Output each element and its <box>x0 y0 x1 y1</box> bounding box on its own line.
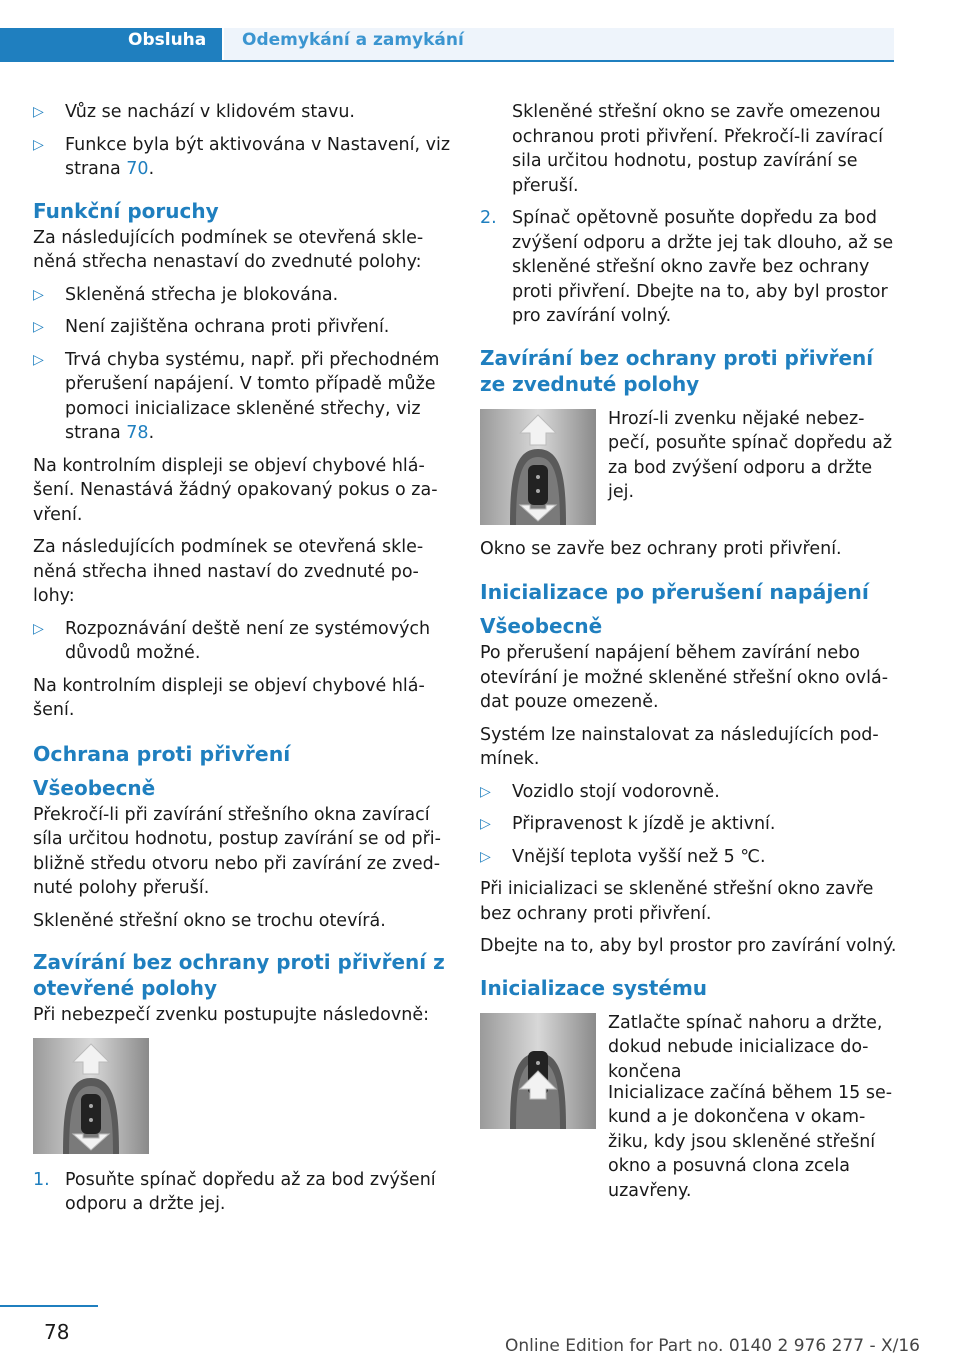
paragraph: Na kontrolním displeji se objeví chybové hlá‐šení. Nenastává žádný opakovaný pokus o za‐vření. <box>33 455 438 525</box>
step-number: 2. <box>480 208 497 228</box>
list-item: ▷ Připravenost k jízdě je aktivní. <box>480 812 898 837</box>
left-column <box>33 100 453 1225</box>
switch-forward-illustration <box>480 409 596 525</box>
step-number: 1. <box>33 1169 50 1190</box>
page-link[interactable]: 78 <box>126 423 149 443</box>
heading-close-from-raised: Zavírání bez ochrany proti přivření ze zvednuté polohy <box>480 345 874 396</box>
switch-up-illustration <box>480 1013 596 1129</box>
page-number: 78 <box>44 1320 70 1344</box>
triangle-bullet-icon: ▷ <box>33 136 44 153</box>
heading-close-from-open: Zavírání bez ochrany proti přivření z otevřené polohy <box>33 950 445 1000</box>
list-item: ▷ Rozpoznávání deště není ze systémových důvodů možné. <box>33 618 431 663</box>
paragraph: Za následujících podmínek se otevřená skle‐něná střecha ihned nastaví do zvednuté po‐lohy: <box>33 537 424 606</box>
list-item: ▷ Funkce byla být aktivována v Nastavení, viz strana 70. <box>33 134 451 179</box>
header-rule <box>0 60 894 62</box>
chapter-title: Odemykání a zamykání <box>242 30 464 50</box>
paragraph: Po přerušení napájení během zavírání nebo otevírání je možné skleněné střešní okno ovlá‐dat pouze omezeně. <box>480 643 889 712</box>
triangle-bullet-icon: ▷ <box>33 286 44 303</box>
raised-close-block <box>480 409 898 525</box>
triangle-bullet-icon: ▷ <box>33 104 44 120</box>
heading-init-after-power: Inicializace po přerušení napájení <box>480 580 869 604</box>
list-item: ▷ Skleněná střecha je blokována. <box>33 283 453 308</box>
heading-general: Všeobecně <box>480 614 603 638</box>
paragraph: Hrozí-li zvenku nějaké nebez‐pečí, posuňte spínač dopředu až za bod zvýšení odporu a držte jej. <box>608 408 893 502</box>
triangle-bullet-icon: ▷ <box>480 816 491 832</box>
heading-general: Všeobecně <box>33 775 156 800</box>
paragraph: Systém lze nainstalovat za následujících pod‐mínek. <box>480 724 879 769</box>
triangle-bullet-icon: ▷ <box>480 783 491 800</box>
triangle-bullet-icon: ▷ <box>33 620 44 637</box>
list-item: ▷ Trvá chyba systému, např. při přechodném přerušení napájení. V tomto případě může pomoci inicializace skleněné střechy, viz strana 78. <box>33 349 440 443</box>
paragraph: Zatlačte spínač nahoru a držte, dokud nebude inicializace do‐končena <box>608 1012 883 1082</box>
numbered-step: 1. Posuňte spínač dopředu až za bod zvýšení odporu a držte jej. <box>33 1169 436 1214</box>
edition-text: Online Edition for Part no. 0140 2 976 277 - X/16 <box>504 1336 920 1356</box>
paragraph: Při nebezpečí zvenku postupujte následovně: <box>33 1005 429 1025</box>
triangle-bullet-icon: ▷ <box>480 848 491 865</box>
list-item: ▷ Vozidlo stojí vodorovně. <box>480 780 898 805</box>
list-item: ▷ Vnější teplota vyšší než 5 ℃. <box>480 845 898 870</box>
page-header <box>0 0 960 62</box>
paragraph: Dbejte na to, aby byl prostor pro zavírání volný. <box>480 936 897 956</box>
footer-rule <box>0 1305 98 1307</box>
numbered-step: 2. Spínač opětovně posuňte dopředu za bod zvýšení odporu a držte jej tak dlouho, až se skleněné střešní okno zavře bez ochrany proti přivření. Dbejte na to, aby byl prostor pro zavírání volný. <box>480 208 894 326</box>
heading-system-init: Inicializace systému <box>480 975 708 1000</box>
paragraph: Inicializace začíná během 15 se‐kund a je dokončena v okam‐žiku, kdy jsou skleněné střešní okno a posuvná clona zcela uzavřeny. <box>608 1082 893 1201</box>
paragraph: Skleněné střešní okno se trochu otevírá. <box>33 910 386 931</box>
switch-forward-illustration <box>33 1038 149 1154</box>
list-item: ▷ Není zajištěna ochrana proti přivření. <box>33 315 453 340</box>
right-column <box>480 100 898 1211</box>
paragraph: Skleněné střešní okno se zavře omezenou ochranou proti přivření. Překročí-li zavírací sila určitou hodnotu, postup zavírání se přeruší. <box>512 102 883 196</box>
heading-pinch-protection: Ochrana proti přivření <box>33 741 291 766</box>
section-title: Obsluha <box>128 30 207 50</box>
paragraph: Okno se zavře bez ochrany proti přivření. <box>480 538 842 559</box>
triangle-bullet-icon: ▷ <box>33 351 44 368</box>
list-item: ▷ Vůz se nachází v klidovém stavu. <box>33 100 453 125</box>
paragraph: Při inicializaci se skleněné střešní okno zavře bez ochrany proti přivření. <box>480 879 874 924</box>
heading-faults: Funkční poruchy <box>33 198 219 223</box>
paragraph: Překročí-li při zavírání střešního okna zavírací síla určitou hodnotu, postup zavírání se od při‐bližně středu otvoru nebo při zavírání ze zved‐nuté polohy přeruší. <box>33 804 441 898</box>
page-link[interactable]: 70 <box>126 159 149 179</box>
paragraph: Za následujících podmínek se otevřená skle‐něná střecha nenastaví do zvednuté polohy: <box>33 227 424 272</box>
triangle-bullet-icon: ▷ <box>33 319 44 335</box>
paragraph: Na kontrolním displeji se objeví chybové hlá‐šení. <box>33 675 425 720</box>
